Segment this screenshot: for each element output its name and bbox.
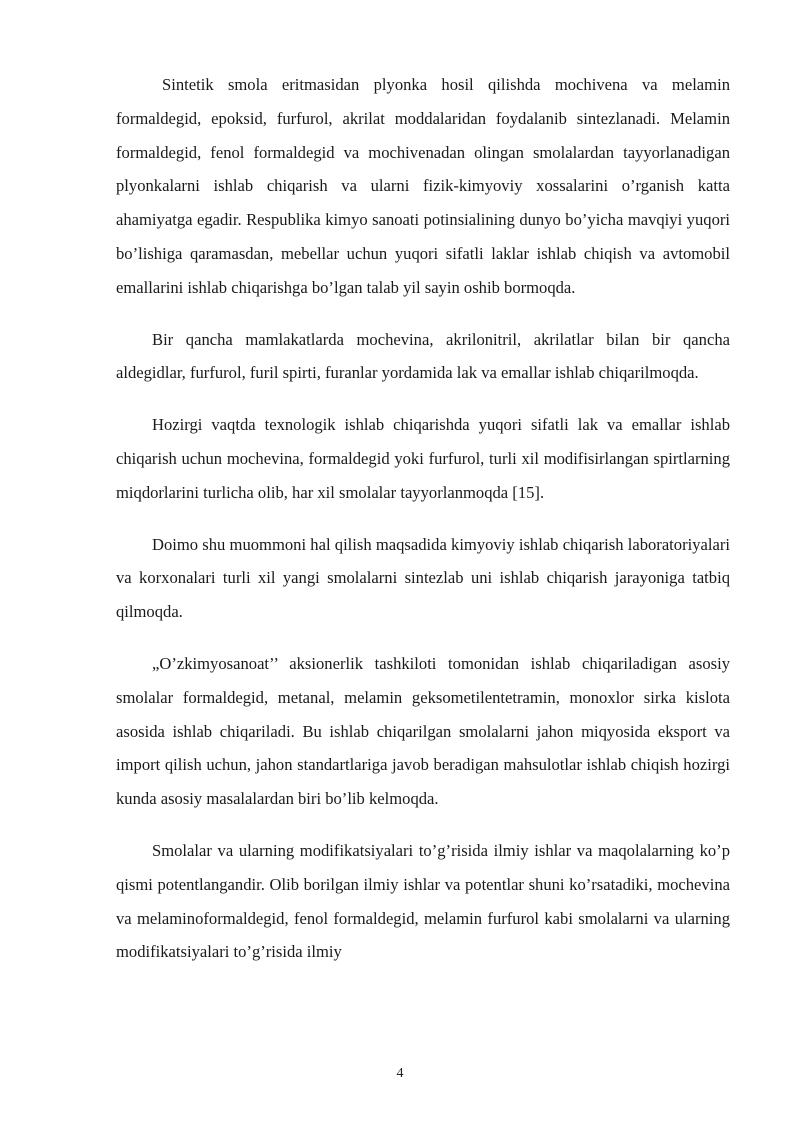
paragraph-countries-lacquers: Bir qancha mamlakatlarda mochevina, akrilonitril, akrilatlar bilan bir qancha aldegidlar, furfurol, furil spirti, furanlar yordamida lak va emallar ishlab chiqarilmoqda. bbox=[116, 329, 730, 383]
paragraph-uzkimyosanoat: „O’zkimyosanoat’’ aksionerlik tashkiloti tomonidan ishlab chiqariladigan asosiy smolalar formaldegid, metanal, melamin geksometilentetramin, monoxlor sirka kislota asosida ishlab chiqariladi. Bu ishlab chiqarilgan smolalarni jahon miqyosida eksport va import qilish uchun, jahon standartlariga javob beradigan mahsulotlar ishlab chiqish hozirgi kunda asosiy masalalardan biri bo’lib kelmoqda. bbox=[116, 653, 730, 809]
paragraph-patents: Smolalar va ularning modifikatsiyalari to’g’risida ilmiy ishlar va maqolalarning ko’p qismi potentlangandir. Olib borilgan ilmiy ishlar va potentlar shuni ko’rsatadiki, mochevina va melaminoformaldegid, fenol formaldegid, melamin furfurol kabi smolalarni va ularning modifikatsiyalari to’g’risida ilmiy bbox=[116, 840, 730, 962]
paragraph-laboratories: Doimo shu muommoni hal qilish maqsadida kimyoviy ishlab chiqarish laboratoriyalari va korxonalari turli xil yangi smolalarni sintezlab uni ishlab chiqarish jarayoniga tatbiq qilmoqda. bbox=[116, 534, 730, 622]
paragraph-current-technology: Hozirgi vaqtda texnologik ishlab chiqarishda yuqori sifatli lak va emallar ishlab chiqarish uchun mochevina, formaldegid yoki furfurol, turli xil modifisirlangan spirtlarning miqdorlarini turlicha olib, har xil smolalar tayyorlanmoqda [15]. bbox=[116, 415, 730, 502]
paragraph-synthetic-resin-film: Sintetik smola eritmasidan plyonka hosil qilishda mochivena va melamin formaldegid, epoksid, furfurol, akrilat moddalaridan foydalanib sintezlanadi. Melamin formaldegid, fenol formaldegid va mochivenadan olingan smolalardan tayyorlanadigan plyonkalarni ishlab chiqarish va ularni fizik-kimyoviy xossalarini o’rganish katta ahamiyatga egadir. Respublika kimyo sanoati potinsialining dunyo bo’yicha mavqiyi yuqori bo’lishiga qaramasdan, mebellar uchun yuqori sifatli laklar ishlab chiqish va avtomobil emallarini ishlab chiqarishga bo’lgan talab yil sayin oshib bormoqda. bbox=[116, 75, 730, 297]
document-body bbox=[116, 68, 730, 987]
page-number: 4 bbox=[396, 1066, 404, 1081]
